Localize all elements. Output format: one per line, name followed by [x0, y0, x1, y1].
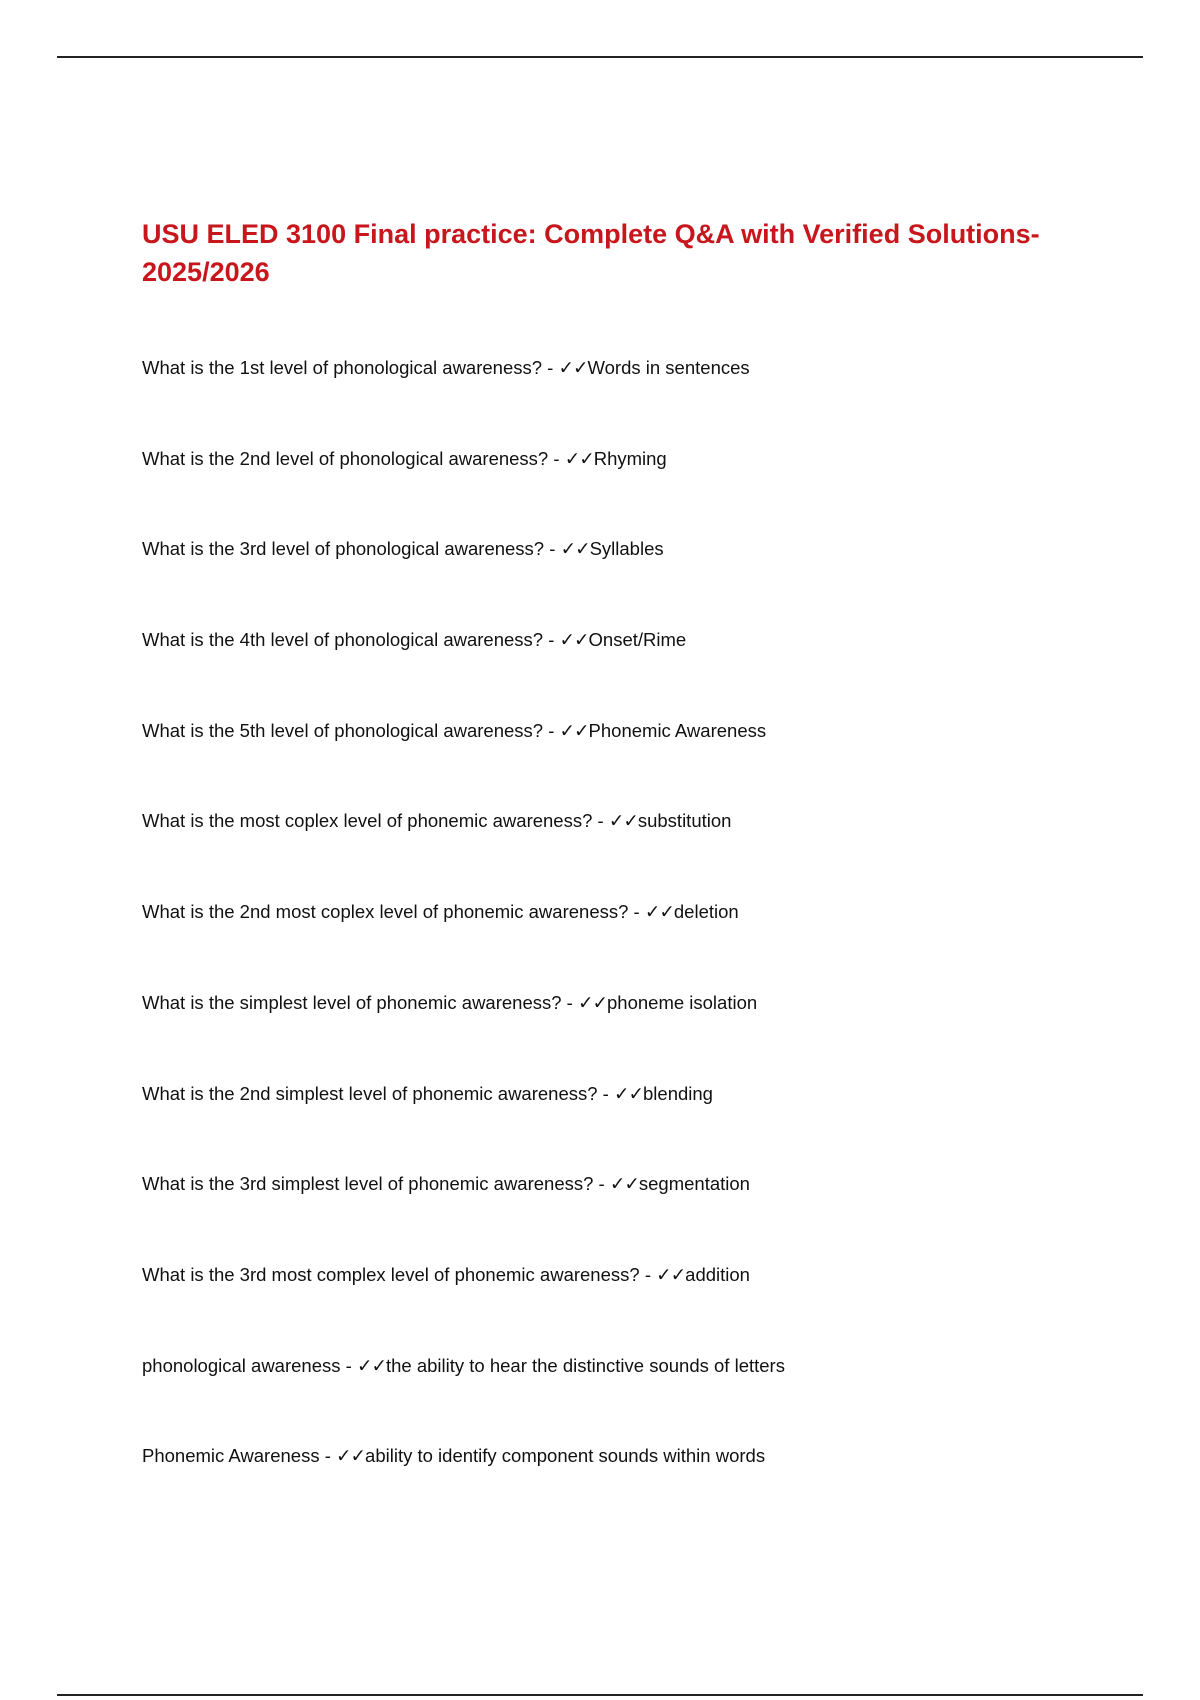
question-text: What is the 2nd level of phonological awareness? — [142, 447, 549, 469]
answer-text: addition — [685, 1263, 750, 1285]
double-check-icon: ✓✓ — [644, 901, 674, 923]
question-text: What is the 4th level of phonological awareness? — [142, 629, 544, 651]
separator: - — [597, 1082, 614, 1104]
double-check-icon: ✓✓ — [614, 1082, 644, 1104]
answer-text: Phonemic Awareness — [588, 719, 767, 741]
answer-text: Words in sentences — [587, 357, 750, 378]
double-check-icon: ✓✓ — [356, 1354, 386, 1376]
separator: - — [548, 447, 565, 469]
double-check-icon: ✓✓ — [558, 357, 588, 378]
double-check-icon: ✓✓ — [564, 447, 594, 469]
qa-item — [142, 1171, 1102, 1262]
answer-text: ability to identify component sounds within words — [365, 1445, 766, 1467]
answer-text: Onset/Rime — [588, 629, 687, 651]
question-text: Phonemic Awareness — [142, 1445, 320, 1467]
qa-item — [142, 627, 1102, 718]
separator: - — [543, 719, 560, 741]
qa-item — [142, 899, 1102, 990]
question-text: phonological awareness — [142, 1354, 341, 1376]
double-check-icon: ✓✓ — [559, 629, 589, 651]
double-check-icon: ✓✓ — [656, 1263, 686, 1285]
answer-text: Syllables — [589, 538, 664, 560]
question-text: What is the 3rd most complex level of phonemic awareness? — [142, 1263, 640, 1285]
qa-item — [142, 1262, 1102, 1353]
separator: - — [543, 629, 560, 651]
separator: - — [319, 1445, 337, 1467]
answer-text: deletion — [673, 901, 739, 923]
question-text: What is the 1st level of phonological awareness? — [142, 357, 543, 378]
question-text: What is the simplest level of phonemic awareness? — [142, 991, 562, 1013]
double-check-icon: ✓✓ — [608, 810, 638, 832]
top-rule — [57, 56, 1143, 58]
answer-text: blending — [643, 1082, 713, 1104]
separator: - — [593, 1173, 610, 1195]
double-check-icon: ✓✓ — [609, 1173, 639, 1195]
separator: - — [340, 1354, 357, 1376]
question-text: What is the 5th level of phonological awareness? — [142, 719, 544, 741]
separator: - — [561, 991, 578, 1013]
double-check-icon: ✓✓ — [559, 719, 589, 741]
separator: - — [639, 1263, 657, 1285]
question-text: What is the 2nd most coplex level of phonemic awareness? — [142, 901, 629, 923]
answer-text: the ability to hear the distinctive sounds of letters — [385, 1354, 785, 1376]
qa-list — [142, 355, 1102, 1534]
answer-text: phoneme isolation — [607, 991, 758, 1013]
document-title: USU ELED 3100 Final practice: Complete Q&A with Verified Solutions-2025/2026 — [142, 219, 1040, 287]
qa-item — [142, 718, 1102, 809]
double-check-icon: ✓✓ — [560, 538, 590, 560]
question-text: What is the 3rd simplest level of phonemic awareness? — [142, 1173, 594, 1195]
qa-item — [142, 446, 1102, 537]
answer-text: substitution — [637, 810, 732, 832]
qa-item — [142, 1443, 1102, 1534]
separator: - — [544, 538, 561, 560]
qa-item — [142, 808, 1102, 899]
qa-item — [142, 1353, 1102, 1444]
separator: - — [542, 357, 559, 378]
answer-text: segmentation — [638, 1173, 750, 1195]
separator: - — [628, 901, 645, 923]
question-text: What is the 3rd level of phonological awareness? — [142, 538, 545, 560]
qa-item — [142, 536, 1102, 627]
question-text: What is the most coplex level of phonemic awareness? — [142, 810, 593, 832]
bottom-rule — [57, 1694, 1143, 1696]
double-check-icon: ✓✓ — [336, 1445, 366, 1467]
qa-item — [142, 355, 1102, 446]
question-text: What is the 2nd simplest level of phonemic awareness? — [142, 1082, 598, 1104]
qa-item — [142, 1081, 1102, 1172]
double-check-icon: ✓✓ — [577, 991, 607, 1013]
separator: - — [592, 810, 609, 832]
qa-item — [142, 990, 1102, 1081]
answer-text: Rhyming — [593, 447, 667, 469]
